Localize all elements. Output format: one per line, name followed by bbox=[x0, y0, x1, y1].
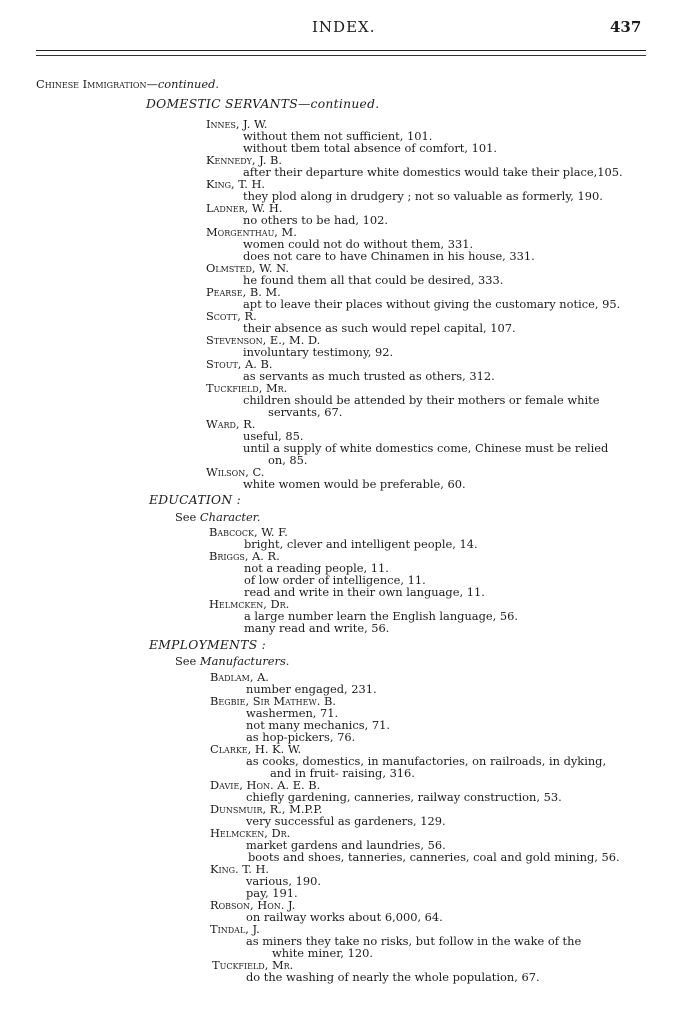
header-rule bbox=[36, 50, 646, 51]
entry-text: does not care to have Chinamen in his house, 331. bbox=[243, 249, 535, 263]
entry-suffix: Character. bbox=[199, 510, 261, 524]
entry-text: washermen, 71. bbox=[246, 706, 339, 720]
entry-text: EDUCATION : bbox=[149, 493, 242, 507]
index-entry-text bbox=[246, 911, 443, 923]
entry-text: Olmsted, W. N. bbox=[206, 261, 289, 275]
index-entry-text bbox=[175, 511, 261, 523]
entry-text: Morgenthau, M. bbox=[206, 225, 297, 239]
entry-text: EMPLOYMENTS : bbox=[149, 638, 267, 652]
page-number: 437 bbox=[610, 18, 642, 36]
entry-text: women could not do without them, 331. bbox=[243, 237, 474, 251]
index-entry-text bbox=[175, 655, 289, 667]
index-entry-text bbox=[246, 971, 540, 983]
entry-text: Stout, A. B. bbox=[206, 357, 273, 371]
entry-text: Scott, R. bbox=[206, 309, 257, 323]
entry-text: Clarke, H. K. W. bbox=[210, 742, 302, 756]
index-entry-text bbox=[268, 406, 342, 418]
entry-text: bright, clever and intelligent people, 14. bbox=[244, 537, 478, 551]
page-header bbox=[0, 10, 684, 40]
entry-text: number engaged, 231. bbox=[246, 682, 377, 696]
entry-text: a large number learn the English language, 56. bbox=[244, 609, 518, 623]
entry-text: Badlam, A. bbox=[210, 670, 269, 684]
entry-text: Helmcken, Dr. bbox=[209, 597, 290, 611]
entry-suffix: Manufacturers. bbox=[199, 654, 290, 668]
entry-text: chiefly gardening, canneries, railway construction, 53. bbox=[246, 790, 562, 804]
entry-text: King. T. H. bbox=[210, 862, 270, 876]
page-title: INDEX. bbox=[312, 18, 376, 36]
entry-text: King, T. H. bbox=[206, 177, 266, 191]
entry-text: Tindal, J. bbox=[210, 922, 260, 936]
entry-text: pay, 191. bbox=[246, 886, 298, 900]
entry-text: Dunsmuir, R., M.P.P. bbox=[210, 802, 323, 816]
entry-text: as miners they take no risks, but follow in the wake of the bbox=[246, 934, 582, 948]
entry-text: various, 190. bbox=[246, 874, 321, 888]
index-entry-text bbox=[243, 166, 623, 178]
entry-text: white miner, 120. bbox=[272, 946, 373, 960]
entry-text: Kennedy, J. B. bbox=[206, 153, 283, 167]
entry-text: as servants as much trusted as others, 312. bbox=[243, 369, 495, 383]
entry-text: servants, 67. bbox=[268, 405, 343, 419]
entry-text: he found them all that could be desired, 333. bbox=[243, 273, 504, 287]
index-section-heading bbox=[149, 494, 241, 506]
entry-text: not many mechanics, 71. bbox=[246, 718, 390, 732]
entry-text: very successful as gardeners, 129. bbox=[246, 814, 446, 828]
entry-text: without tbem total absence of comfort, 101. bbox=[243, 141, 497, 155]
entry-text: apt to leave their places without giving the customary notice, 95. bbox=[243, 297, 621, 311]
entry-text: Robson, Hon. J. bbox=[210, 898, 296, 912]
entry-text: Babcock, W. F. bbox=[209, 525, 288, 539]
entry-suffix: —continued. bbox=[146, 77, 219, 91]
index-entry-text bbox=[248, 851, 620, 863]
entry-text: read and write in their own language, 11. bbox=[244, 585, 485, 599]
entry-text: no others to be had, 102. bbox=[243, 213, 388, 227]
index-entry-text bbox=[268, 454, 308, 466]
entry-text: See bbox=[175, 510, 200, 524]
entry-text: on railway works about 6,000, 64. bbox=[246, 910, 443, 924]
entry-text: Wilson, C. bbox=[206, 465, 265, 479]
entry-text: Pearse, B. M. bbox=[206, 285, 281, 299]
index-section-heading bbox=[146, 98, 380, 110]
entry-text: Tuckfield, Mr. bbox=[206, 381, 288, 395]
entry-text: until a supply of white domestics come, Chinese must be relied bbox=[243, 441, 609, 455]
index-entry-text bbox=[243, 478, 466, 490]
entry-text: Briggs, A. R. bbox=[209, 549, 280, 563]
entry-text: not a reading people, 11. bbox=[244, 561, 389, 575]
entry-text: DOMESTIC SERVANTS—continued. bbox=[146, 97, 380, 111]
entry-text: of low order of intelligence, 11. bbox=[244, 573, 426, 587]
entry-text: and in fruit- raising, 316. bbox=[270, 766, 415, 780]
entry-text: useful, 85. bbox=[243, 429, 304, 443]
entry-text: many read and write, 56. bbox=[244, 621, 390, 635]
index-entry-text bbox=[244, 622, 389, 634]
entry-text: Tuckfield, Mr. bbox=[212, 958, 294, 972]
entry-text: Davie, Hon. A. E. B. bbox=[210, 778, 321, 792]
index-section-heading bbox=[149, 639, 266, 651]
entry-text: children should be attended by their mothers or female white bbox=[243, 393, 600, 407]
entry-text: Innes, J. W. bbox=[206, 117, 268, 131]
index-entry-text bbox=[243, 274, 503, 286]
entry-text: as cooks, domestics, in manufactories, on railroads, in dyking, bbox=[246, 754, 607, 768]
header-rule-secondary bbox=[36, 55, 646, 56]
entry-text: without them not sufficient, 101. bbox=[243, 129, 433, 143]
index-entry-name bbox=[36, 78, 219, 90]
entry-text: they plod along in drudgery ; not so valuable as formerly, 190. bbox=[243, 189, 603, 203]
entry-text: after their departure white domestics would take their place,105. bbox=[243, 165, 623, 179]
entry-text: Ladner, W. H. bbox=[206, 201, 283, 215]
entry-text: Stevenson, E., M. D. bbox=[206, 333, 321, 347]
index-entry-text bbox=[243, 190, 603, 202]
entry-text: do the washing of nearly the whole population, 67. bbox=[246, 970, 540, 984]
entry-text: Ward, R. bbox=[206, 417, 256, 431]
entry-text: white women would be preferable, 60. bbox=[243, 477, 466, 491]
entry-text: boots and shoes, tanneries, canneries, coal and gold mining, 56. bbox=[248, 850, 620, 864]
entry-text: on, 85. bbox=[268, 453, 308, 467]
entry-text: Chinese Immigration bbox=[36, 77, 147, 91]
entry-text: their absence as such would repel capital, 107. bbox=[243, 321, 516, 335]
entry-text: as hop-pickers, 76. bbox=[246, 730, 356, 744]
entry-text: Helmcken, Dr. bbox=[210, 826, 291, 840]
entry-text: market gardens and laundries, 56. bbox=[246, 838, 446, 852]
index-entry-text bbox=[243, 298, 620, 310]
entry-text: involuntary testimony, 92. bbox=[243, 345, 394, 359]
entry-text: See bbox=[175, 654, 200, 668]
entry-text: Begbie, Sir Mathew. B. bbox=[210, 694, 336, 708]
